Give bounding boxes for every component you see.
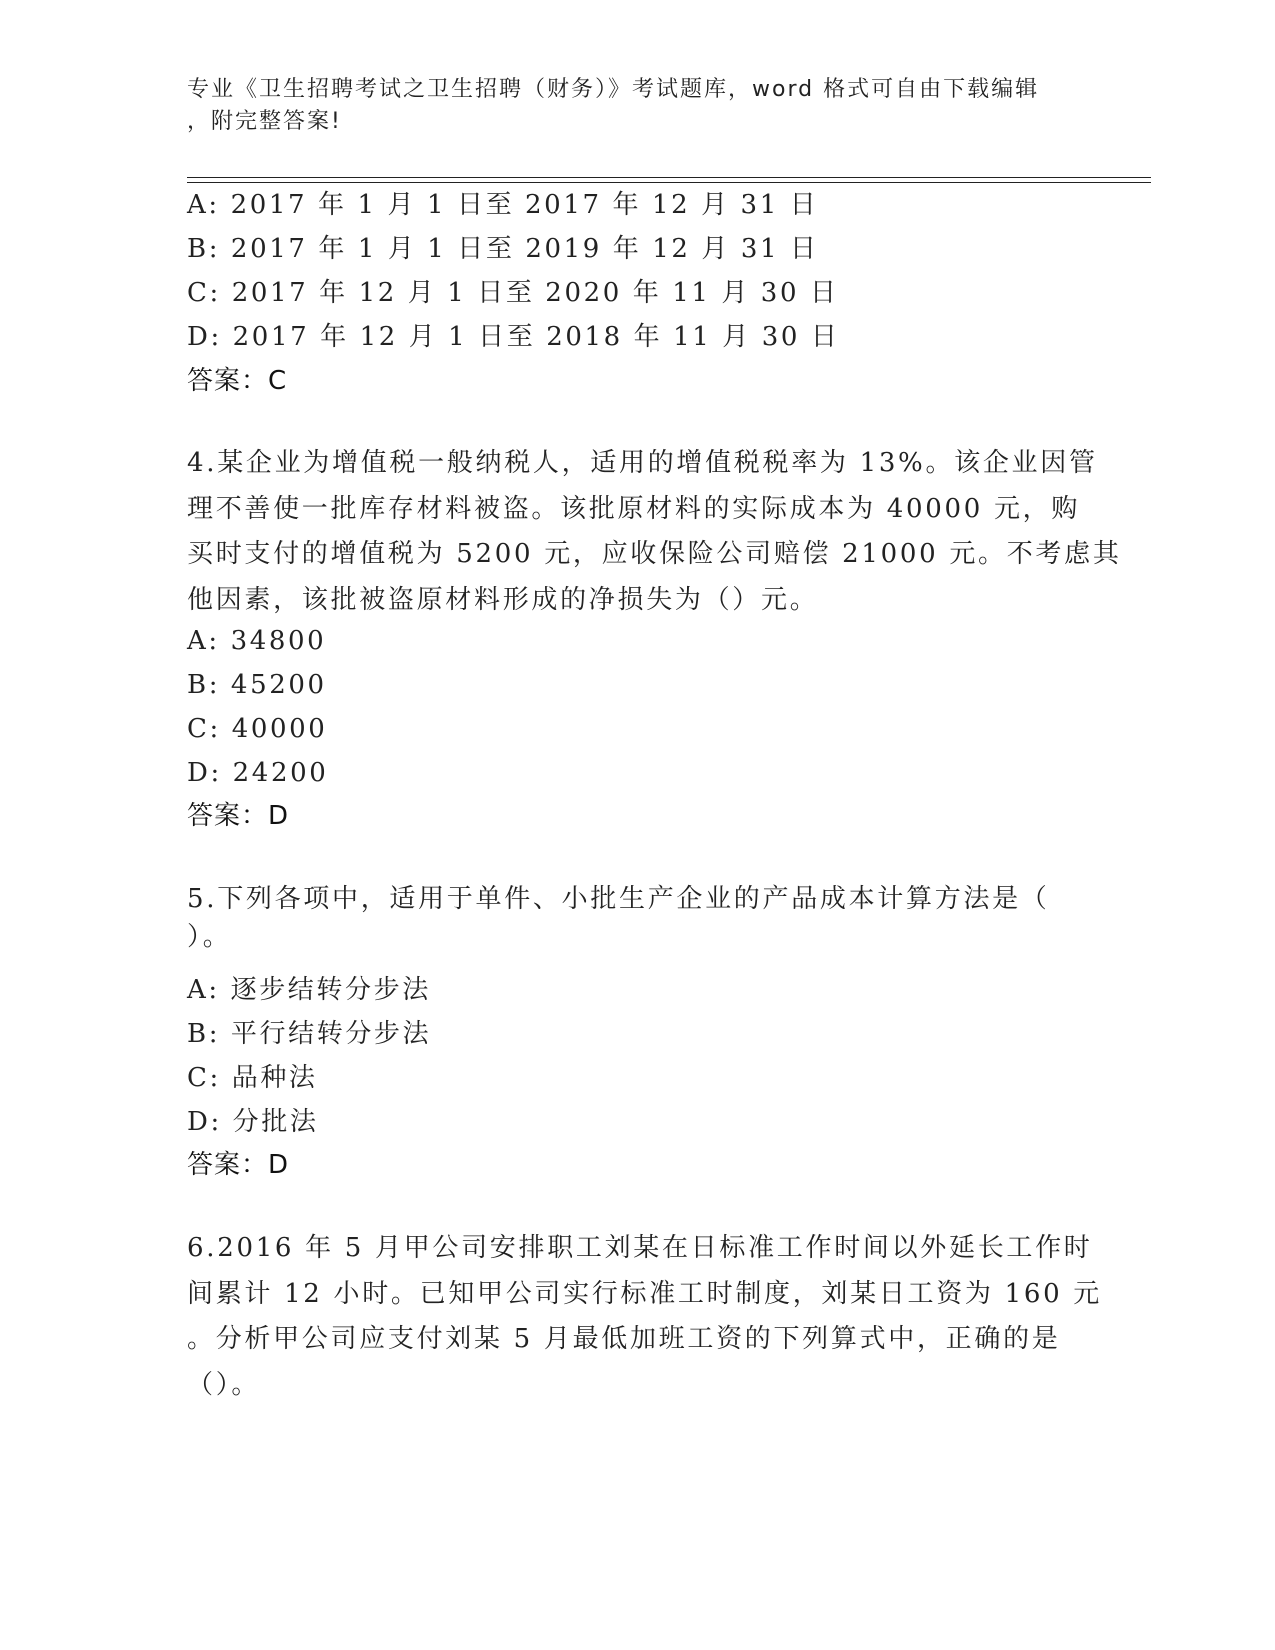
header-line-1: 专业《卫生招聘考试之卫生招聘（财务）》考试题库，word 格式可自由下载编辑 (187, 77, 1040, 102)
q6-line-1: 6.2016 年 5 月甲公司安排职工刘某在日标准工作时间以外延长工作时 (187, 1233, 1093, 1263)
q6-line-2: 间累计 12 小时。已知甲公司实行标准工时制度，刘某日工资为 160 元 (187, 1278, 1102, 1309)
q5-answer: 答案：D (187, 1150, 290, 1180)
q5-question (187, 877, 1087, 960)
q4-option-d: D: 24200 (187, 758, 329, 788)
q5-option-b: B: 平行结转分步法 (187, 1019, 432, 1049)
header-divider-top (187, 177, 1151, 178)
q5-option-d: D: 分批法 (187, 1107, 319, 1137)
q6-question (187, 1226, 1102, 1408)
q5-option-c: C: 品种法 (187, 1063, 318, 1093)
q4-question (187, 441, 1122, 623)
q3-option-b: B: 2017 年 1 月 1 日至 2019 年 12 月 31 日 (187, 234, 819, 264)
q4-option-c: C: 40000 (187, 714, 328, 744)
q6-line-4: （）。 (187, 1369, 261, 1400)
q5-line-2: ）。 (187, 921, 232, 952)
q6-line-3: 。分析甲公司应支付刘某 5 月最低加班工资的下列算式中，正确的是 (187, 1324, 1061, 1354)
q4-line-3: 买时支付的增值税为 5200 元，应收保险公司赔偿 21000 元。不考虑其 (187, 539, 1122, 569)
q4-line-4: 他因素，该批被盗原材料形成的净损失为（）元。 (187, 584, 819, 615)
q4-line-2: 理不善使一批库存材料被盗。该批原材料的实际成本为 40000 元，购 (187, 493, 1081, 524)
header-divider-bottom (187, 182, 1151, 183)
q3-answer: 答案：C (187, 366, 288, 396)
q3-option-d: D: 2017 年 12 月 1 日至 2018 年 11 月 30 日 (187, 322, 840, 352)
q5-line-1: 5.下列各项中，适用于单件、小批生产企业的产品成本计算方法是（ (187, 884, 1050, 914)
q3-option-a: A: 2017 年 1 月 1 日至 2017 年 12 月 31 日 (187, 190, 819, 220)
document-header (187, 74, 1067, 138)
q4-line-1: 4.某企业为增值税一般纳税人，适用的增值税税率为 13%。该企业因管 (187, 448, 1098, 478)
q3-option-c: C: 2017 年 12 月 1 日至 2020 年 11 月 30 日 (187, 278, 839, 308)
header-line-2: ，附完整答案! (187, 109, 342, 134)
q4-option-b: B: 45200 (187, 670, 327, 700)
q4-option-a: A: 34800 (187, 626, 327, 656)
q5-option-a: A: 逐步结转分步法 (187, 975, 431, 1005)
q4-answer: 答案：D (187, 801, 290, 831)
